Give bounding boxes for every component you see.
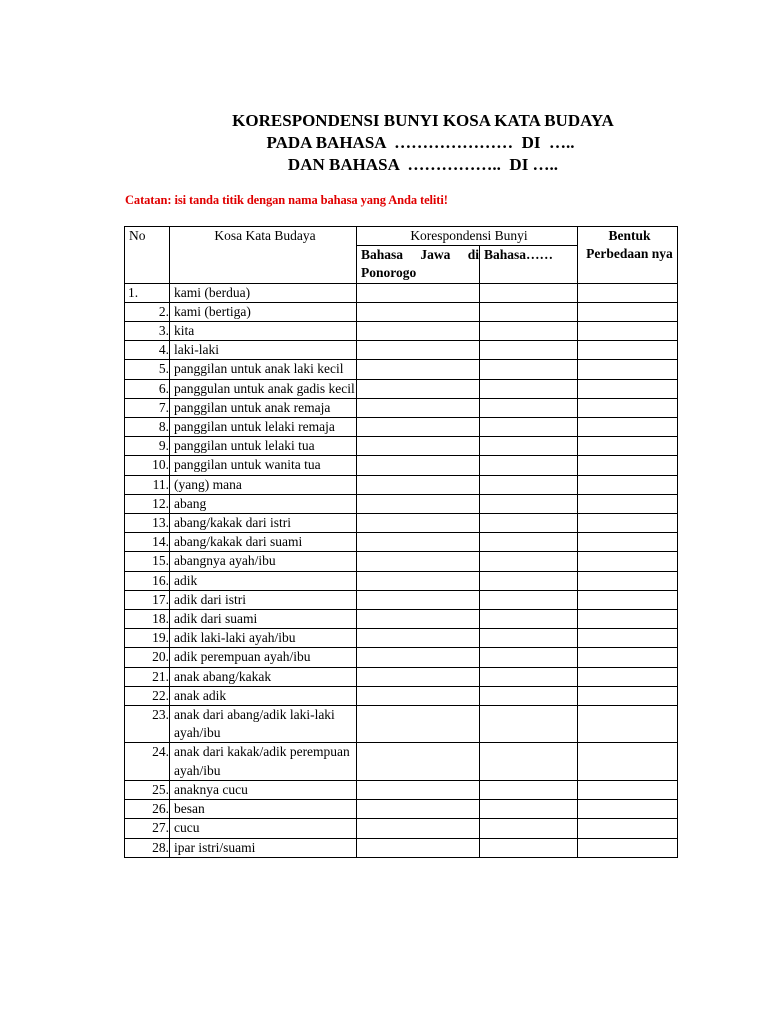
row-kosa-kata: abang/kakak dari suami bbox=[170, 533, 357, 552]
cell-bahasa[interactable] bbox=[480, 610, 578, 629]
row-number: 4. bbox=[125, 341, 170, 360]
cell-bahasa-jawa[interactable] bbox=[357, 514, 480, 533]
cell-bahasa-jawa[interactable] bbox=[357, 533, 480, 552]
row-kosa-kata: kami (berdua) bbox=[170, 283, 357, 302]
cell-bahasa[interactable] bbox=[480, 819, 578, 838]
header-row bbox=[125, 227, 678, 246]
table-row bbox=[125, 514, 678, 533]
row-number: 9. bbox=[125, 437, 170, 456]
cell-bahasa-jawa[interactable] bbox=[357, 800, 480, 819]
cell-bahasa-jawa[interactable] bbox=[357, 743, 480, 780]
cell-bahasa[interactable] bbox=[480, 514, 578, 533]
cell-bentuk[interactable] bbox=[578, 494, 678, 513]
row-number: 7. bbox=[125, 398, 170, 417]
cell-bahasa[interactable] bbox=[480, 437, 578, 456]
table-row bbox=[125, 648, 678, 667]
table-row bbox=[125, 743, 678, 780]
cell-bentuk[interactable] bbox=[578, 418, 678, 437]
cell-bentuk[interactable] bbox=[578, 686, 678, 705]
header-bentuk: Bentuk Perbedaan nya bbox=[578, 227, 678, 284]
cell-bahasa[interactable] bbox=[480, 552, 578, 571]
cell-bentuk[interactable] bbox=[578, 514, 678, 533]
cell-bentuk[interactable] bbox=[578, 302, 678, 321]
cell-bahasa-jawa[interactable] bbox=[357, 780, 480, 799]
cell-bahasa-jawa[interactable] bbox=[357, 322, 480, 341]
cell-bahasa-jawa[interactable] bbox=[357, 456, 480, 475]
row-kosa-kata: cucu bbox=[170, 819, 357, 838]
cell-bahasa-jawa[interactable] bbox=[357, 629, 480, 648]
cell-bentuk[interactable] bbox=[578, 533, 678, 552]
row-number: 26. bbox=[125, 800, 170, 819]
cell-bentuk[interactable] bbox=[578, 819, 678, 838]
cell-bentuk[interactable] bbox=[578, 341, 678, 360]
cell-bentuk[interactable] bbox=[578, 456, 678, 475]
row-kosa-kata: kami (bertiga) bbox=[170, 302, 357, 321]
table-row bbox=[125, 838, 678, 857]
table-row bbox=[125, 780, 678, 799]
cell-bentuk[interactable] bbox=[578, 322, 678, 341]
cell-bahasa[interactable] bbox=[480, 398, 578, 417]
cell-bentuk[interactable] bbox=[578, 667, 678, 686]
row-kosa-kata: abang/kakak dari istri bbox=[170, 514, 357, 533]
row-number: 18. bbox=[125, 610, 170, 629]
cell-bentuk[interactable] bbox=[578, 648, 678, 667]
cell-bahasa-jawa[interactable] bbox=[357, 819, 480, 838]
cell-bahasa[interactable] bbox=[480, 533, 578, 552]
row-number: 13. bbox=[125, 514, 170, 533]
cell-bahasa[interactable] bbox=[480, 800, 578, 819]
document-title bbox=[0, 110, 768, 176]
cell-bahasa[interactable] bbox=[480, 686, 578, 705]
row-kosa-kata: panggilan untuk anak laki kecil bbox=[170, 360, 357, 379]
row-kosa-kata: abang bbox=[170, 494, 357, 513]
cell-bahasa[interactable] bbox=[480, 838, 578, 857]
table-row bbox=[125, 322, 678, 341]
cell-bahasa[interactable] bbox=[480, 743, 578, 780]
cell-bahasa-jawa[interactable] bbox=[357, 398, 480, 417]
cell-bentuk[interactable] bbox=[578, 629, 678, 648]
table-row bbox=[125, 437, 678, 456]
row-number: 21. bbox=[125, 667, 170, 686]
row-number: 17. bbox=[125, 590, 170, 609]
table-row bbox=[125, 629, 678, 648]
table-row bbox=[125, 571, 678, 590]
row-number: 10. bbox=[125, 456, 170, 475]
table-row bbox=[125, 302, 678, 321]
cell-bentuk[interactable] bbox=[578, 800, 678, 819]
cell-bahasa-jawa[interactable] bbox=[357, 706, 480, 743]
cell-bahasa[interactable] bbox=[480, 571, 578, 590]
cell-bahasa-jawa[interactable] bbox=[357, 552, 480, 571]
cell-bahasa[interactable] bbox=[480, 341, 578, 360]
table-row bbox=[125, 398, 678, 417]
row-kosa-kata: adik dari suami bbox=[170, 610, 357, 629]
row-kosa-kata: panggilan untuk anak remaja bbox=[170, 398, 357, 417]
row-kosa-kata: anak dari kakak/adik perempuan ayah/ibu bbox=[170, 743, 357, 780]
row-kosa-kata: panggilan untuk lelaki tua bbox=[170, 437, 357, 456]
row-kosa-kata: anak adik bbox=[170, 686, 357, 705]
header-kosa-kata: Kosa Kata Budaya bbox=[170, 227, 357, 284]
cell-bahasa-jawa[interactable] bbox=[357, 437, 480, 456]
row-kosa-kata: adik laki-laki ayah/ibu bbox=[170, 629, 357, 648]
row-number: 5. bbox=[125, 360, 170, 379]
table-row bbox=[125, 418, 678, 437]
cell-bahasa-jawa[interactable] bbox=[357, 571, 480, 590]
table-row bbox=[125, 706, 678, 743]
cell-bentuk[interactable] bbox=[578, 706, 678, 743]
cell-bahasa-jawa[interactable] bbox=[357, 494, 480, 513]
cell-bahasa-jawa[interactable] bbox=[357, 302, 480, 321]
table-row bbox=[125, 379, 678, 398]
cell-bahasa[interactable] bbox=[480, 379, 578, 398]
row-number: 8. bbox=[125, 418, 170, 437]
row-number: 12. bbox=[125, 494, 170, 513]
table-row bbox=[125, 686, 678, 705]
row-number: 2. bbox=[125, 302, 170, 321]
cell-bentuk[interactable] bbox=[578, 552, 678, 571]
cell-bahasa-jawa[interactable] bbox=[357, 838, 480, 857]
row-number: 24. bbox=[125, 743, 170, 780]
row-kosa-kata: panggulan untuk anak gadis kecil bbox=[170, 379, 357, 398]
cell-bahasa[interactable] bbox=[480, 780, 578, 799]
row-number: 11. bbox=[125, 475, 170, 494]
table-row bbox=[125, 533, 678, 552]
row-number: 28. bbox=[125, 838, 170, 857]
title-line-1: KORESPONDENSI BUNYI KOSA KATA BUDAYA bbox=[232, 111, 614, 130]
cell-bahasa[interactable] bbox=[480, 590, 578, 609]
cell-bentuk[interactable] bbox=[578, 571, 678, 590]
cell-bentuk[interactable] bbox=[578, 283, 678, 302]
cell-bahasa-jawa[interactable] bbox=[357, 610, 480, 629]
cell-bahasa[interactable] bbox=[480, 418, 578, 437]
title-line-3: DAN BAHASA …………….. DI ….. bbox=[287, 155, 559, 174]
row-kosa-kata: anaknya cucu bbox=[170, 780, 357, 799]
cell-bahasa[interactable] bbox=[480, 360, 578, 379]
cell-bentuk[interactable] bbox=[578, 780, 678, 799]
table-row bbox=[125, 610, 678, 629]
table-row bbox=[125, 819, 678, 838]
cell-bahasa-jawa[interactable] bbox=[357, 418, 480, 437]
cell-bahasa-jawa[interactable] bbox=[357, 283, 480, 302]
cell-bahasa[interactable] bbox=[480, 302, 578, 321]
cell-bahasa-jawa[interactable] bbox=[357, 379, 480, 398]
cell-bahasa[interactable] bbox=[480, 706, 578, 743]
table-row bbox=[125, 475, 678, 494]
cell-bahasa[interactable] bbox=[480, 283, 578, 302]
cell-bahasa-jawa[interactable] bbox=[357, 360, 480, 379]
row-kosa-kata: panggilan untuk lelaki remaja bbox=[170, 418, 357, 437]
table-row bbox=[125, 667, 678, 686]
table-row bbox=[125, 494, 678, 513]
row-kosa-kata: anak abang/kakak bbox=[170, 667, 357, 686]
cell-bahasa[interactable] bbox=[480, 667, 578, 686]
row-number: 22. bbox=[125, 686, 170, 705]
cell-bentuk[interactable] bbox=[578, 610, 678, 629]
row-number: 1. bbox=[125, 283, 170, 302]
title-line-2: PADA BAHASA ………………… DI ….. bbox=[266, 133, 575, 152]
cell-bahasa-jawa[interactable] bbox=[357, 475, 480, 494]
table-row bbox=[125, 360, 678, 379]
row-kosa-kata: adik perempuan ayah/ibu bbox=[170, 648, 357, 667]
table-row bbox=[125, 552, 678, 571]
row-kosa-kata: adik bbox=[170, 571, 357, 590]
table-row bbox=[125, 341, 678, 360]
row-number: 23. bbox=[125, 706, 170, 743]
row-kosa-kata: anak dari abang/adik laki-laki ayah/ibu bbox=[170, 706, 357, 743]
row-number: 6. bbox=[125, 379, 170, 398]
row-kosa-kata: adik dari istri bbox=[170, 590, 357, 609]
subheader-bahasa: Bahasa…… bbox=[480, 246, 578, 283]
table-body bbox=[125, 283, 678, 857]
row-number: 20. bbox=[125, 648, 170, 667]
cell-bahasa[interactable] bbox=[480, 629, 578, 648]
row-kosa-kata: abangnya ayah/ibu bbox=[170, 552, 357, 571]
cell-bahasa-jawa[interactable] bbox=[357, 648, 480, 667]
row-kosa-kata: (yang) mana bbox=[170, 475, 357, 494]
row-number: 14. bbox=[125, 533, 170, 552]
row-kosa-kata: besan bbox=[170, 800, 357, 819]
row-kosa-kata: ipar istri/suami bbox=[170, 838, 357, 857]
cell-bentuk[interactable] bbox=[578, 379, 678, 398]
cell-bentuk[interactable] bbox=[578, 398, 678, 417]
row-number: 25. bbox=[125, 780, 170, 799]
row-kosa-kata: kita bbox=[170, 322, 357, 341]
cell-bentuk[interactable] bbox=[578, 743, 678, 780]
cell-bahasa[interactable] bbox=[480, 648, 578, 667]
cell-bahasa-jawa[interactable] bbox=[357, 686, 480, 705]
row-number: 16. bbox=[125, 571, 170, 590]
cell-bahasa-jawa[interactable] bbox=[357, 341, 480, 360]
table-row bbox=[125, 800, 678, 819]
cell-bentuk[interactable] bbox=[578, 360, 678, 379]
cell-bahasa[interactable] bbox=[480, 475, 578, 494]
cell-bentuk[interactable] bbox=[578, 475, 678, 494]
table-row bbox=[125, 590, 678, 609]
row-kosa-kata: panggilan untuk wanita tua bbox=[170, 456, 357, 475]
cell-bentuk[interactable] bbox=[578, 590, 678, 609]
instruction-note: Catatan: isi tanda titik dengan nama bahasa yang Anda teliti! bbox=[125, 193, 448, 207]
cell-bentuk[interactable] bbox=[578, 838, 678, 857]
cell-bahasa[interactable] bbox=[480, 494, 578, 513]
subheader-bahasa-jawa: Bahasa Jawa di Ponorogo bbox=[357, 246, 480, 283]
table-row bbox=[125, 283, 678, 302]
row-number: 19. bbox=[125, 629, 170, 648]
cell-bahasa[interactable] bbox=[480, 322, 578, 341]
row-number: 27. bbox=[125, 819, 170, 838]
row-number: 15. bbox=[125, 552, 170, 571]
vocabulary-table bbox=[124, 226, 678, 858]
table-row bbox=[125, 456, 678, 475]
header-korespondensi: Korespondensi Bunyi bbox=[357, 227, 578, 246]
cell-bahasa[interactable] bbox=[480, 456, 578, 475]
header-no: No bbox=[125, 227, 170, 284]
cell-bahasa-jawa[interactable] bbox=[357, 667, 480, 686]
cell-bentuk[interactable] bbox=[578, 437, 678, 456]
cell-bahasa-jawa[interactable] bbox=[357, 590, 480, 609]
row-kosa-kata: laki-laki bbox=[170, 341, 357, 360]
row-number: 3. bbox=[125, 322, 170, 341]
